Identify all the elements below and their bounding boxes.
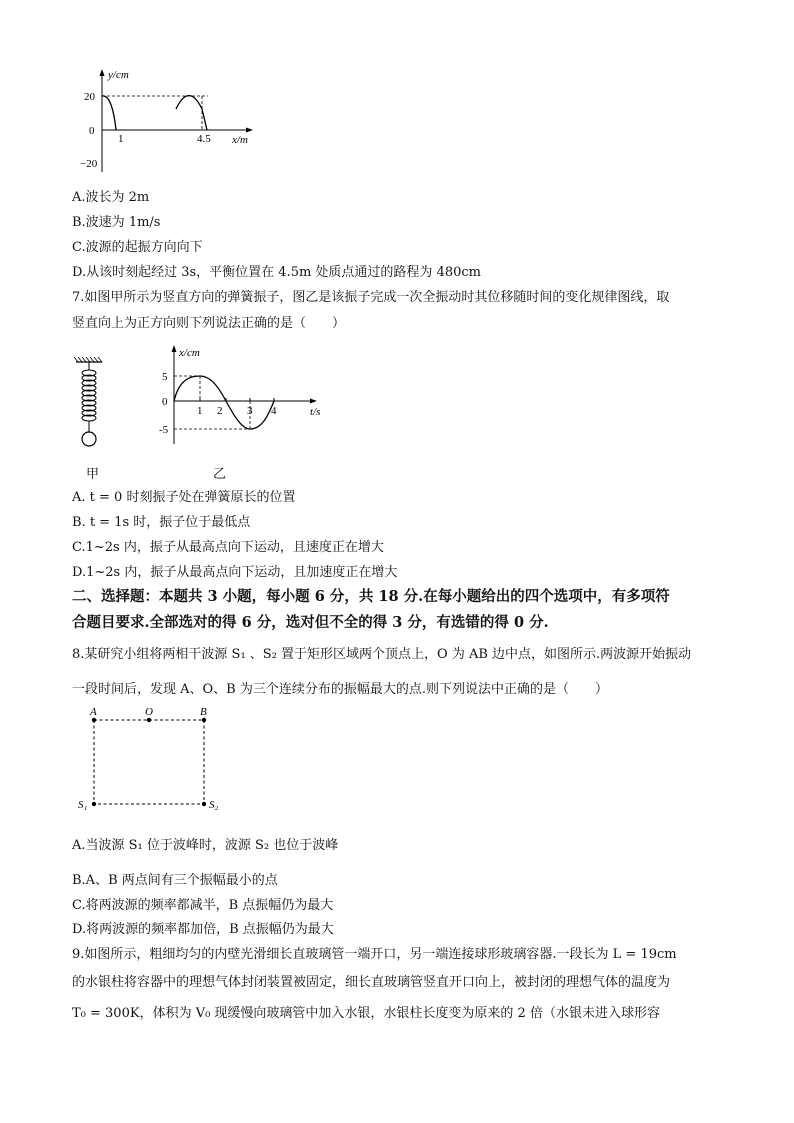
- source-s2-label: S₂: [209, 799, 219, 811]
- q8-option-c: C.将两波源的频率都减半，B 点振幅仍为最大: [72, 898, 334, 913]
- y-axis-label: x/cm: [179, 347, 200, 359]
- q7-option-d: D.1~2s 内，振子从最高点向下运动，且加速度正在增大: [72, 565, 398, 580]
- q9-stem-line1: 9.如图所示，粗细均匀的内壁光滑细长直玻璃管一端开口，另一端连接球形玻璃容器.一段长为 L = 19cm: [72, 947, 677, 962]
- q9-stem-line3: T₀ = 300K，体积为 V₀ 现缓慢向玻璃管中加入水银，水银柱长度变为原来的 2 倍（水银未进入球形容: [72, 1006, 660, 1021]
- q6-option-b: B.波速为 1m/s: [72, 215, 161, 230]
- point-b-label: B: [200, 706, 207, 718]
- wave-graph: [72, 64, 262, 176]
- q6-option-c: C.波源的起振方向向下: [72, 240, 203, 255]
- x-tick-1: 1: [118, 133, 124, 145]
- q7-stem-line1: 7.如图甲所示为竖直方向的弹簧振子，图乙是该振子完成一次全振动时其位移随时间的变化规律图线，取: [72, 290, 670, 305]
- wave-sources-rectangle-figure: [72, 704, 232, 816]
- point-a-label: A: [90, 706, 97, 718]
- y-tick-neg5: -5: [159, 424, 169, 436]
- q7-option-c: C.1~2s 内，振子从最高点向下运动，且速度正在增大: [72, 540, 384, 555]
- x-axis-label: x/m: [232, 134, 248, 146]
- section-2-heading-line2: 合题目要求.全部选对的得 6 分，选对但不全的得 3 分，有选错的得 0 分.: [72, 614, 549, 631]
- section-2-heading-line1: 二、选择题：本题共 3 小题，每小题 6 分，共 18 分.在每小题给出的四个选项中，有多项符: [72, 588, 670, 605]
- x-axis-label: t/s: [310, 406, 321, 418]
- x-tick-2: 2: [217, 405, 223, 417]
- q8-stem-line1: 8.某研究小组将两相干波源 S₁ 、S₂ 置于矩形区域两个顶点上，O 为 AB 边中点，如图所示.两波源开始振动: [72, 647, 692, 662]
- q8-option-a: A.当波源 S₁ 位于波峰时，波源 S₂ 也位于波峰: [72, 838, 339, 853]
- x-tick-4: 4: [271, 405, 277, 417]
- q6-option-d: D.从该时刻起经过 3s，平衡位置在 4.5m 处质点通过的路程为 480cm: [72, 265, 481, 280]
- y-tick-neg20: −20: [80, 158, 98, 170]
- y-tick-0: 0: [162, 396, 168, 408]
- y-tick-0: 0: [89, 125, 95, 137]
- q7-stem-line2: 竖直向上为正方向则下列说法正确的是（ ）: [72, 316, 346, 331]
- q8-option-d: D.将两波源的频率都加倍，B 点振幅仍为最大: [72, 922, 334, 937]
- source-s1-label: S₁: [78, 799, 88, 811]
- q9-stem-line2: 的水银柱将容器中的理想气体封闭装置被固定，细长直玻璃管竖直开口向上，被封闭的理想气体的温度为: [72, 975, 671, 990]
- q8-option-b: B.A、B 两点间有三个振幅最小的点: [72, 873, 278, 888]
- q7-option-b: B. t = 1s 时，振子位于最低点: [72, 515, 251, 530]
- x-tick-4-5: 4.5: [197, 133, 211, 145]
- q8-stem-line2: 一段时间后，发现 A、O、B 为三个连续分布的振幅最大的点.则下列说法中正确的是（ ）: [72, 682, 608, 697]
- y-tick-5: 5: [162, 371, 168, 383]
- q6-option-a: A.波长为 2m: [72, 190, 150, 205]
- y-tick-20: 20: [84, 91, 95, 103]
- displacement-time-graph: [150, 340, 330, 448]
- figure-label-jia: 甲: [86, 467, 100, 482]
- point-o-label: O: [145, 706, 153, 718]
- x-tick-1: 1: [197, 405, 203, 417]
- y-axis-label: y/cm: [108, 69, 129, 81]
- spring-oscillator-figure: [72, 356, 112, 448]
- x-tick-3: 3: [247, 405, 253, 417]
- q7-option-a: A. t = 0 时刻振子处在弹簧原长的位置: [72, 490, 296, 505]
- figure-label-yi: 乙: [213, 467, 227, 482]
